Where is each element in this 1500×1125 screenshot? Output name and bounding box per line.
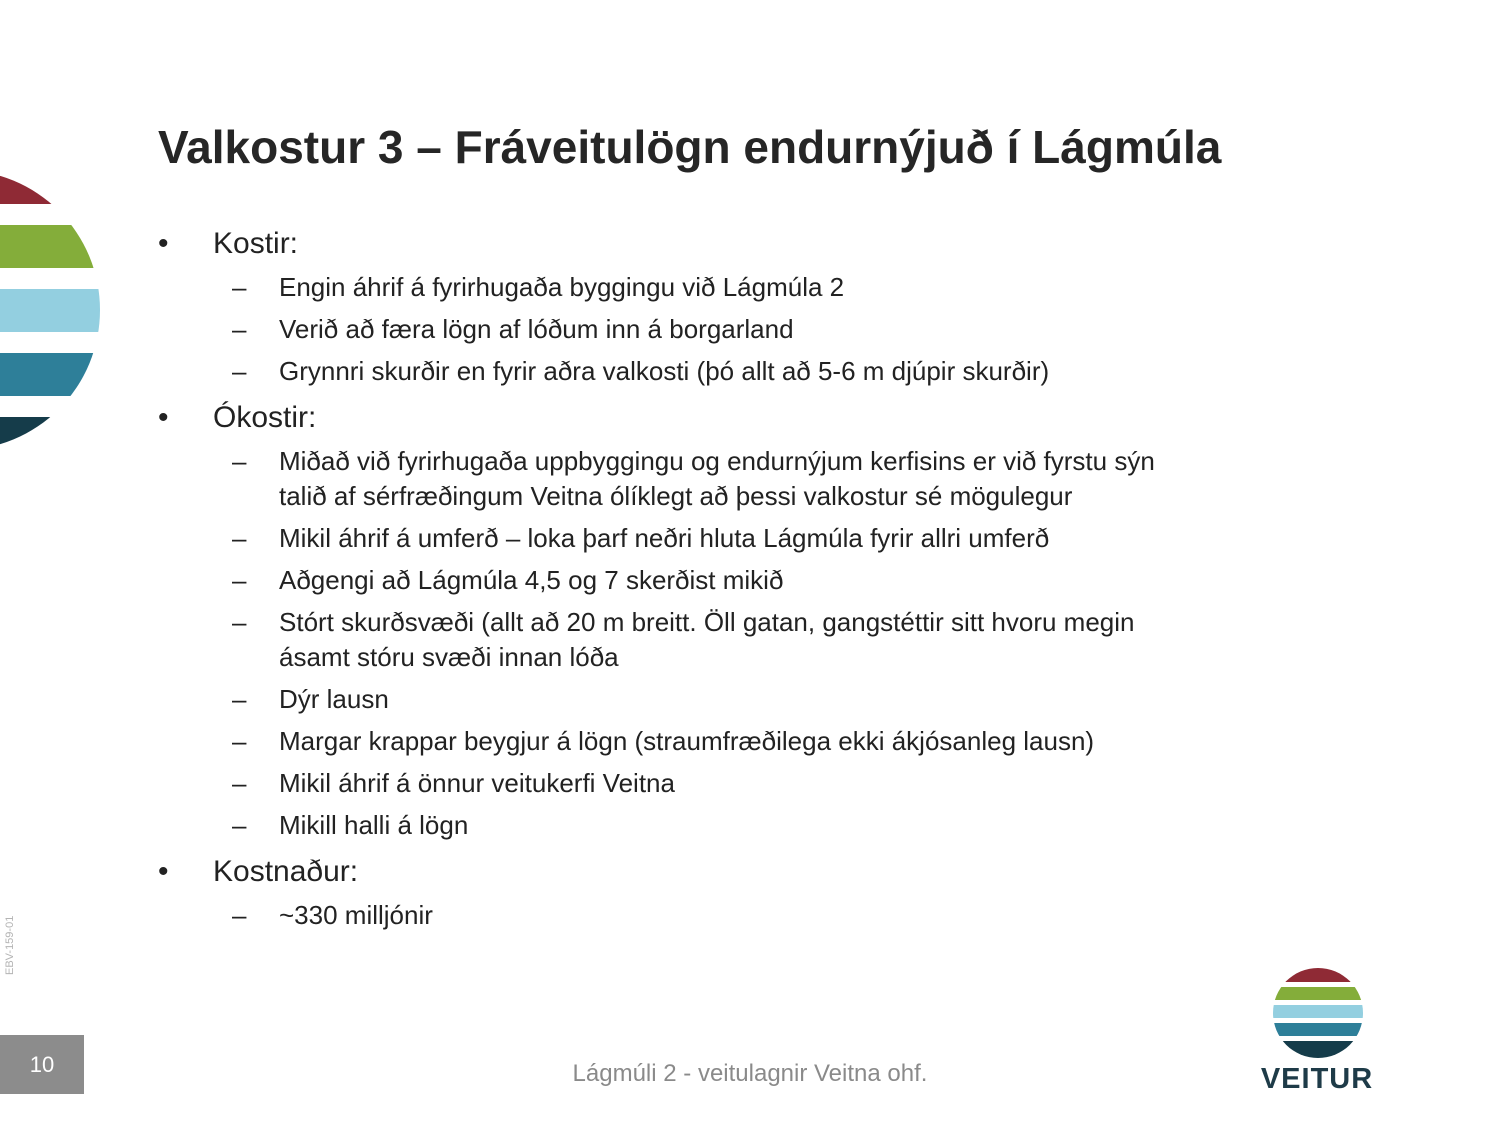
list-item — [158, 312, 1168, 347]
okostir-list — [158, 444, 1168, 843]
dash-marker: – — [232, 607, 247, 637]
list-item — [158, 808, 1168, 843]
bullet-marker: • — [158, 855, 169, 888]
bullet-marker: • — [158, 401, 169, 434]
dash-marker: – — [232, 810, 247, 840]
list-item — [158, 766, 1168, 801]
dash-marker: – — [232, 565, 247, 595]
list-item-text: Mikil áhrif á umferð – loka þarf neðri hluta Lágmúla fyrir allri umferð — [279, 523, 1050, 553]
list-item — [158, 354, 1168, 389]
dash-marker: – — [232, 768, 247, 798]
section-heading-text: Kostnaður: — [213, 855, 359, 888]
list-item — [158, 270, 1168, 305]
section-heading-okostir — [158, 396, 1168, 440]
list-item — [158, 898, 1168, 933]
list-item — [158, 521, 1168, 556]
dash-marker: – — [232, 356, 247, 386]
list-item-text: Mikill halli á lögn — [279, 810, 469, 840]
list-item-text: Dýr lausn — [279, 684, 389, 714]
list-item — [158, 682, 1168, 717]
list-item — [158, 444, 1168, 514]
document-code: EBV-159-01 — [4, 915, 16, 975]
dash-marker: – — [232, 446, 247, 476]
list-item-text: Mikil áhrif á önnur veitukerfi Veitna — [279, 768, 675, 798]
list-item-text: Aðgengi að Lágmúla 4,5 og 7 skerðist mikið — [279, 565, 784, 595]
list-item-text: Verið að færa lögn af lóðum inn á borgarland — [279, 314, 794, 344]
section-heading-kostir — [158, 222, 1168, 266]
section-heading-text: Kostir: — [213, 227, 299, 260]
section-heading-kostnadur — [158, 850, 1168, 894]
slide-title: Valkostur 3 – Fráveitulögn endurnýjuð í Lágmúla — [158, 121, 1222, 173]
list-item-text: Engin áhrif á fyrirhugaða byggingu við Lágmúla 2 — [279, 272, 845, 302]
list-item-text: Stórt skurðsvæði (allt að 20 m breitt. Öll gatan, gangstéttir sitt hvoru megin ásamt stóru svæði innan lóða — [279, 607, 1135, 672]
dash-marker: – — [232, 272, 247, 302]
dash-marker: – — [232, 314, 247, 344]
bullet-marker: • — [158, 227, 169, 260]
striped-circle-icon — [0, 0, 110, 460]
list-item — [158, 605, 1168, 675]
section-heading-text: Ókostir: — [213, 401, 317, 434]
list-item — [158, 563, 1168, 598]
kostir-list — [158, 270, 1168, 389]
brand-name: VEITUR — [1260, 1063, 1374, 1095]
dash-marker: – — [232, 726, 247, 756]
list-item-text: Miðað við fyrirhugaða uppbyggingu og endurnýjum kerfisins er við fyrstu sýn talið af sérfræðingum Veitna ólíklegt að þessi valkostur sé mögulegur — [279, 446, 1155, 511]
veitur-logo-icon — [1268, 966, 1368, 1062]
dash-marker: – — [232, 900, 247, 930]
page-number: 10 — [0, 1035, 84, 1094]
list-item-text: Margar krappar beygjur á lögn (straumfræðilega ekki ákjósanleg lausn) — [279, 726, 1095, 756]
list-item — [158, 724, 1168, 759]
kostnadur-list — [158, 898, 1168, 933]
list-item-text: ~330 milljónir — [279, 900, 433, 930]
footer-title: Lágmúli 2 - veitulagnir Veitna ohf. — [572, 1060, 928, 1087]
dash-marker: – — [232, 523, 247, 553]
list-item-text: Grynnri skurðir en fyrir aðra valkosti (þó allt að 5-6 m djúpir skurðir) — [279, 356, 1050, 386]
dash-marker: – — [232, 684, 247, 714]
bullet-content — [158, 222, 1168, 940]
